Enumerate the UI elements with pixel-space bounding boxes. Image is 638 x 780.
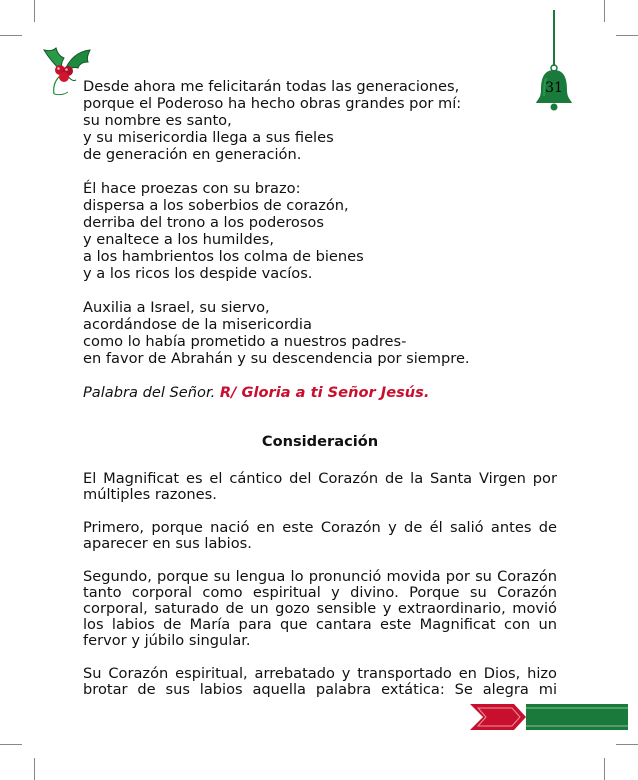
- verse-line: acordándose de la misericordia: [83, 316, 312, 333]
- crop-mark: [0, 35, 22, 36]
- crop-mark: [34, 758, 35, 780]
- crop-mark: [604, 0, 605, 22]
- verse-line: a los hambrientos los colma de bienes: [83, 248, 364, 265]
- page-body: [83, 78, 557, 715]
- verse-line: Él hace proezas con su brazo:: [83, 180, 301, 197]
- verse-line: de generación en generación.: [83, 146, 302, 163]
- verse-line: y enaltece a los humildes,: [83, 231, 274, 248]
- ribbon-icon: [470, 702, 628, 732]
- crop-mark: [616, 744, 638, 745]
- liturgical-response: [83, 384, 557, 401]
- paragraph: Primero, porque nació en este Corazón y de él salió antes de aparecer en sus labios.: [83, 519, 557, 552]
- crop-mark: [34, 0, 35, 22]
- verse-line: dispersa a los soberbios de corazón,: [83, 197, 349, 214]
- paragraph: Su Corazón espiritual, arrebatado y transportado en Dios, hizo brotar de sus labios aquella palabra extática: Se alegra mi: [83, 665, 557, 698]
- paragraph: Segundo, porque su lengua lo pronunció movida por su Corazón tanto corporal como espiritual y divino. Porque su Corazón corporal, saturado de un gozo sensible y extraordinario, movió los labios de María para que cantara este Magnificat con un fervor y júbilo singular.: [83, 568, 557, 649]
- paragraph: El Magnificat es el cántico del Corazón de la Santa Virgen por múltiples razones.: [83, 470, 557, 503]
- crop-mark: [604, 758, 605, 780]
- canticle-stanza: [83, 78, 557, 163]
- verse-line: como lo había prometido a nuestros padres-: [83, 333, 407, 350]
- response-text: R/ Gloria a ti Señor Jesús.: [219, 384, 430, 401]
- verse-line: porque el Poderoso ha hecho obras grandes por mí:: [83, 95, 462, 112]
- verse-line: y a los ricos los despide vacíos.: [83, 265, 313, 282]
- verse-line: derriba del trono a los poderosos: [83, 214, 324, 231]
- verse-line: Auxilia a Israel, su siervo,: [83, 299, 270, 316]
- page-number: 31: [545, 80, 563, 96]
- section-title: Consideración: [261, 433, 379, 450]
- canticle-stanza: [83, 299, 557, 367]
- closing-formula: Palabra del Señor.: [83, 384, 216, 401]
- crop-mark: [616, 35, 638, 36]
- verse-line: su nombre es santo,: [83, 112, 232, 129]
- crop-mark: [0, 744, 22, 745]
- verse-line: en favor de Abrahán y su descendencia por siempre.: [83, 350, 470, 367]
- verse-line: y su misericordia llega a sus fieles: [83, 129, 334, 146]
- verse-line: Desde ahora me felicitarán todas las generaciones,: [83, 78, 460, 95]
- canticle-stanza: [83, 180, 557, 282]
